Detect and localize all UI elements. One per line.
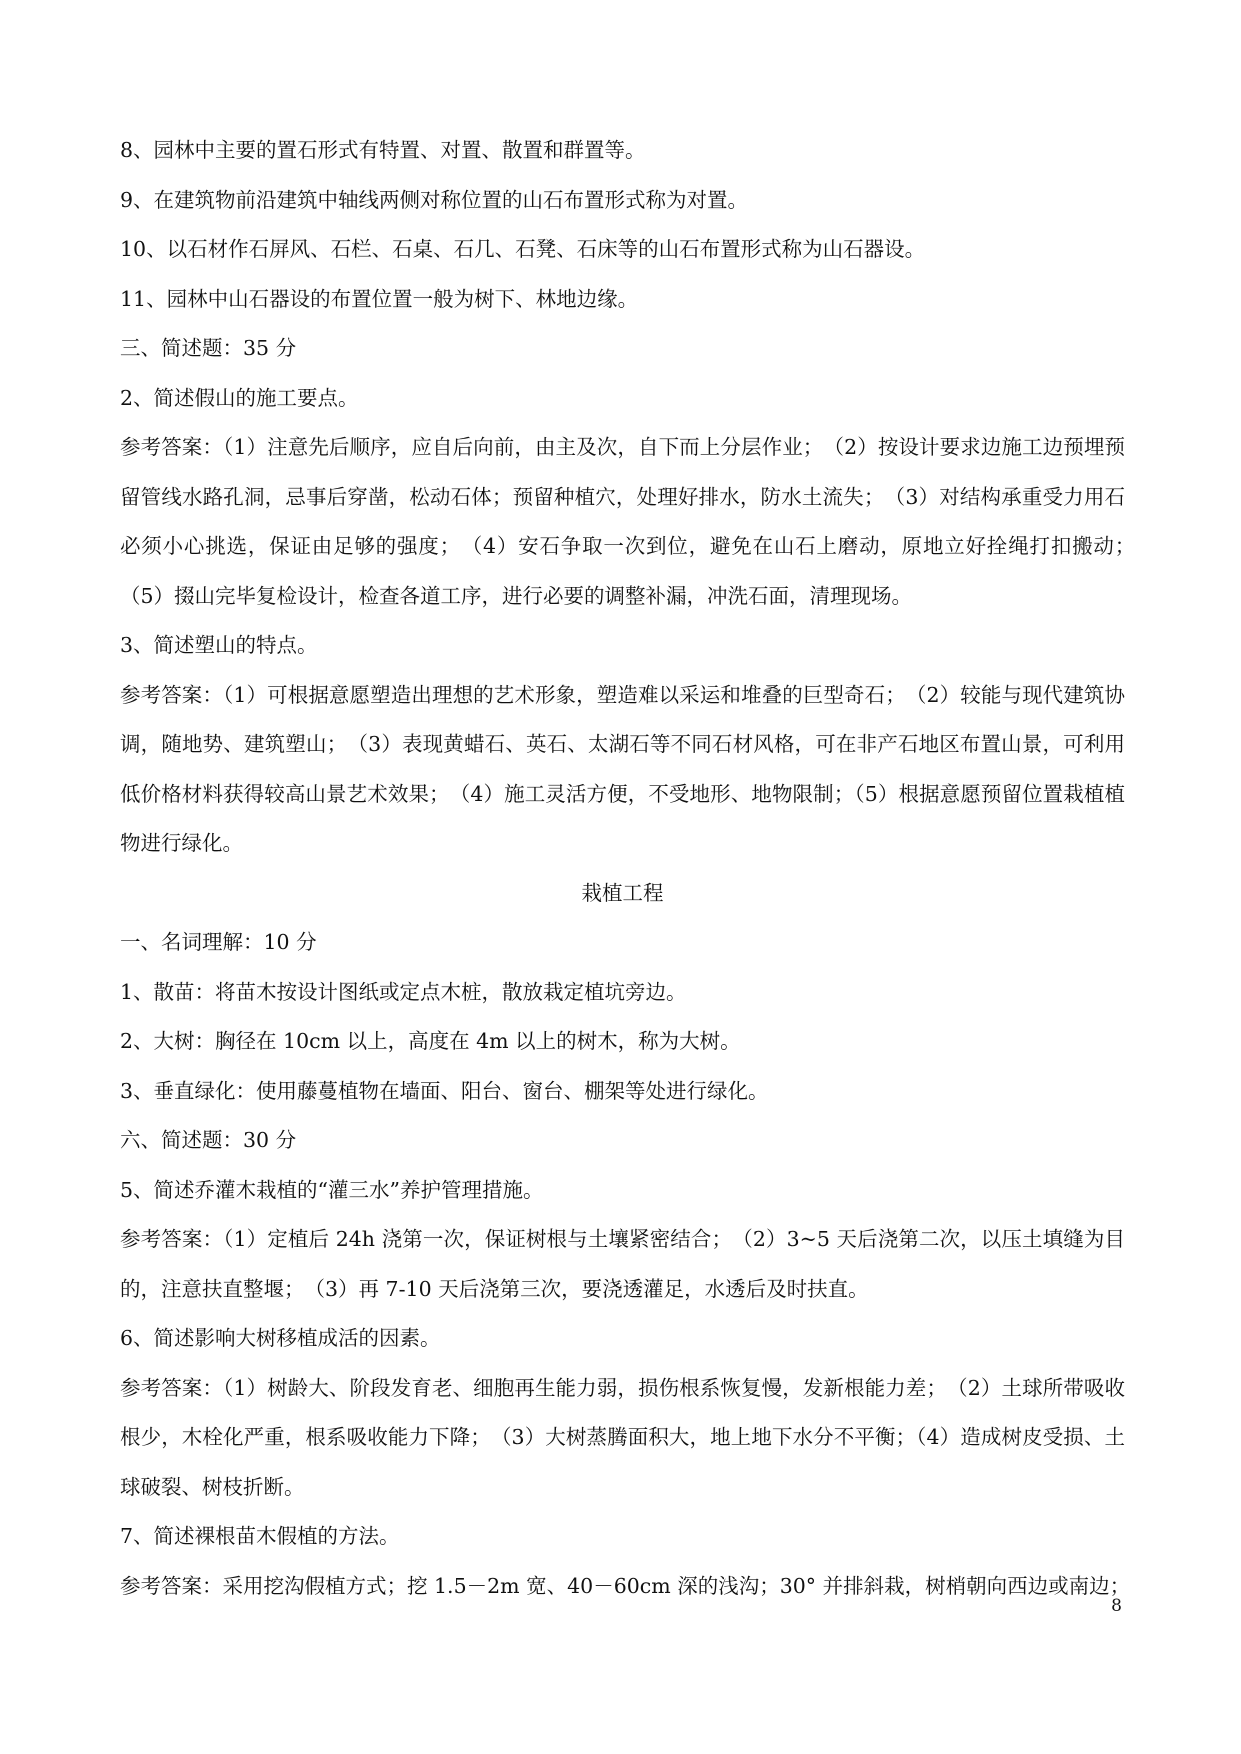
question: 5、简述乔灌木栽植的“灌三水”养护管理措施。 (120, 1177, 544, 1202)
page-content (120, 126, 1146, 1611)
text-line: 11、园林中山石器设的布置位置一般为树下、林地边缘。 (120, 286, 639, 311)
text-line: 8、园林中主要的置石形式有特置、对置、散置和群置等。 (120, 138, 646, 162)
answer-paragraph: 参考答案：（1）注意先后顺序，应自后向前，由主及次，自下而上分层作业； （2）按设计要求边施工边预埋预留管线水路孔洞，忌事后穿凿，松动石体；预留种植穴，处理好排水，防水土流失； （3）对结构承重受力用石必须小心挑选，保证由足够的强度； （4）安石争取一次到位，避免在山石上磨动，原地立好拴绳打扣搬动； （5）掇山完毕复检设计，检查各道工序，进行必要的调整补漏，冲洗石面，清理现场。 (120, 435, 1146, 608)
section-heading: 六、简述题：30 分 (120, 1128, 297, 1152)
chapter-title: 栽植工程 (581, 880, 664, 905)
text-line: 10、以石材作石屏风、石栏、石桌、石几、石凳、石床等的山石布置形式称为山石器设。 (120, 237, 926, 261)
answer-paragraph: 参考答案：（1）可根据意愿塑造出理想的艺术形象，塑造难以采运和堆叠的巨型奇石； （2）较能与现代建筑协调，随地势、建筑塑山； （3）表现黄蜡石、英石、太湖石等不同石材风格，可在非产石地区布置山景，可利用低价格材料获得较高山景艺术效果； （4）施工灵活方便，不受地形、地物限制；（5）根据意愿预留位置栽植植物进行绿化。 (120, 682, 1125, 855)
answer-paragraph: 参考答案：（1）树龄大、阶段发育老、细胞再生能力弱，损伤根系恢复慢，发新根能力差； （2）土球所带吸收根少，木栓化严重，根系吸收能力下降； （3）大树蒸腾面积大，地上地下水分不平衡；（4）造成树皮受损、土球破裂、树枝折断。 (120, 1375, 1125, 1499)
question: 3、简述塑山的特点。 (120, 633, 318, 657)
question: 2、简述假山的施工要点。 (120, 385, 359, 410)
answer-paragraph: 参考答案：（1）定植后 24h 浇第一次，保证树根与土壤紧密结合； （2）3~5 天后浇第二次，以压土填缝为目的，注意扶直整堰； （3）再 7-10 天后浇第三次，要浇透灌足，水透后及时扶直。 (120, 1227, 1125, 1301)
question: 6、简述影响大树移植成活的因素。 (120, 1326, 441, 1350)
section-heading: 三、简述题：35 分 (120, 336, 297, 360)
section-heading: 一、名词理解：10 分 (120, 930, 317, 954)
answer-line: 参考答案：采用挖沟假植方式；挖 1.5－2m 宽、40－60cm 深的浅沟；30° 并排斜栽，树梢朝向西边或南边； (120, 1573, 1131, 1598)
question: 7、简述裸根苗木假植的方法。 (120, 1524, 400, 1548)
text-line: 2、大树：胸径在 10cm 以上，高度在 4m 以上的树木，称为大树。 (120, 1029, 741, 1053)
text-line: 9、在建筑物前沿建筑中轴线两侧对称位置的山石布置形式称为对置。 (120, 187, 749, 212)
text-line: 1、散苗：将苗木按设计图纸或定点木桩，散放栽定植坑旁边。 (120, 979, 687, 1004)
page-number: 8 (1111, 1596, 1122, 1616)
text-line: 3、垂直绿化：使用藤蔓植物在墙面、阳台、窗台、棚架等处进行绿化。 (120, 1078, 769, 1103)
